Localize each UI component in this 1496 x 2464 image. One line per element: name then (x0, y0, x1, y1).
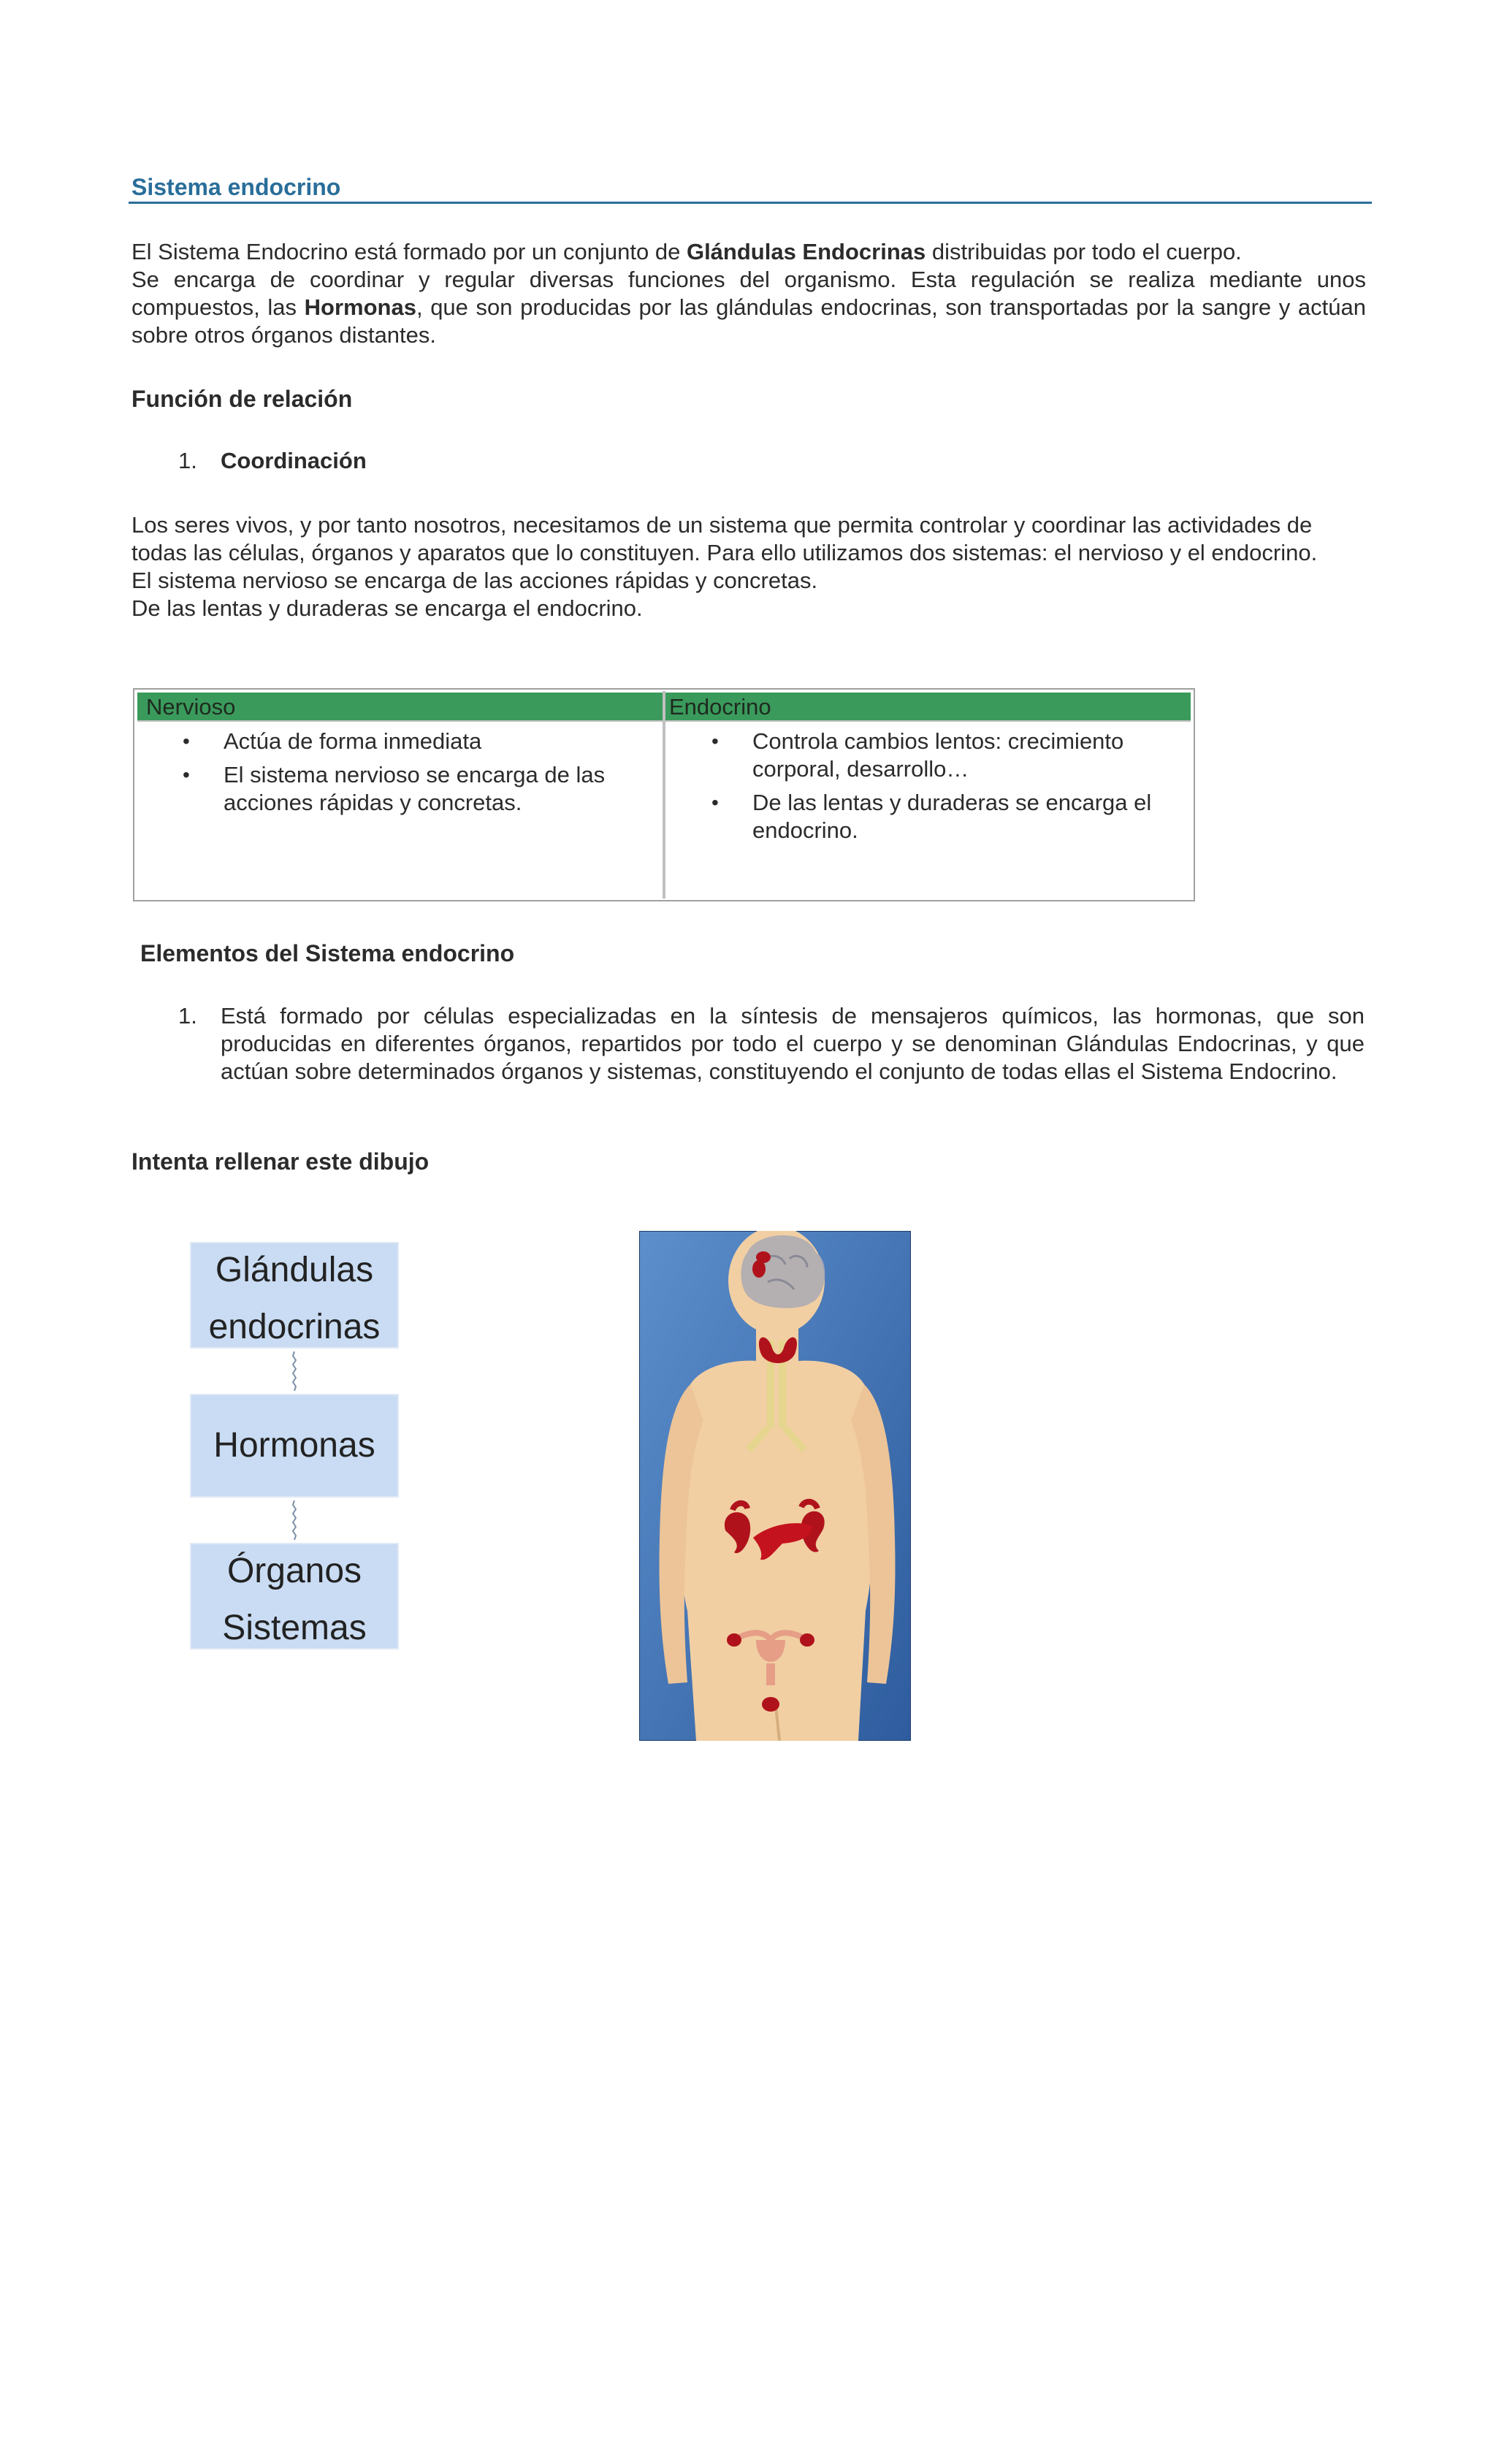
intro-paragraph (131, 238, 1366, 349)
list-item: • El sistema nervioso se encarga de las acciones rápidas y concretas. (178, 761, 631, 817)
table-column-divider (663, 691, 665, 899)
list-item: • Controla cambios lentos: crecimiento corporal, desarrollo… (707, 728, 1175, 783)
flow-box-organos-line1: Órganos (226, 1552, 362, 1590)
nervioso-list (178, 728, 631, 817)
coordinacion-paragraph (131, 511, 1329, 622)
intro-sentence-2-end: , que son producidas por las glándulas endocrinas, son transportadas por la sangre y actúan sobre otros órganos distantes. (131, 294, 1366, 348)
flow-box-glandulas-line2: endocrinas (208, 1308, 381, 1346)
flow-connector-1 (292, 1351, 297, 1391)
list-item: • Actúa de forma inmediata (178, 728, 631, 755)
coordinacion-text-2: El sistema nervioso se encarga de las acciones rápidas y concretas. (131, 568, 818, 593)
intro-sentence-2: Se encarga de coordinar y regular diversas funciones del organismo. Esta regulación se realiza mediante unos compuestos, las (131, 267, 1366, 320)
flow-box-organos-line2: Sistemas (222, 1609, 367, 1647)
intro-sentence-1-end: distribuidas por todo el cuerpo. (926, 239, 1242, 264)
numbered-item-coordinacion (178, 447, 470, 476)
item-label: Coordinación (221, 448, 367, 473)
item-number: 1. (178, 448, 197, 473)
flow-box-glandulas-line1: Glándulas (215, 1251, 374, 1289)
elementos-text: Está formado por células especializadas en la síntesis de mensajeros químicos, las hormonas, que son producidas en diferentes órganos, repartidos por todo el cuerpo y se denominan Glándulas Endocrinas, y que actúan sobre determinados órganos y sistemas, constituyendo el conjunto de todas ellas el Sistema Endocrino. (221, 1003, 1365, 1084)
flow-box-glandulas (190, 1242, 399, 1349)
numbered-item-elementos (178, 1002, 1366, 1119)
item-number: 1. (178, 1003, 197, 1029)
section-heading-dibujo: Intenta rellenar este dibujo (131, 1148, 430, 1175)
coordinacion-text-3: De las lentas y duraderas se encarga el endocrino. (131, 595, 643, 621)
comparison-table (133, 688, 1195, 901)
section-heading-elementos: Elementos del Sistema endocrino (140, 940, 515, 966)
intro-bold-glandulas: Glándulas Endocrinas (686, 239, 926, 264)
endocrino-list (707, 728, 1175, 844)
list-item: • De las lentas y duraderas se encarga el endocrino. (707, 789, 1175, 844)
flow-box-organos (190, 1543, 399, 1649)
page-title: Sistema endocrino (131, 174, 341, 200)
endocrine-body-illustration (639, 1231, 911, 1741)
intro-bold-hormonas: Hormonas (304, 294, 416, 320)
table-header-endocrino: Endocrino (669, 694, 771, 720)
section-heading-relacion: Función de relación (131, 386, 353, 412)
flow-box-hormonas: Hormonas (190, 1394, 399, 1498)
flow-connector-2 (292, 1500, 297, 1540)
table-header-nervioso: Nervioso (146, 694, 236, 720)
intro-sentence-1: El Sistema Endocrino está formado por un conjunto de (131, 239, 687, 264)
title-underline (129, 202, 1372, 204)
coordinacion-text-1: Los seres vivos, y por tanto nosotros, necesitamos de un sistema que permita controlar y coordinar las actividades de todas las células, órganos y aparatos que lo constituyen. Para ello utilizamos dos sistemas: el nervioso y el endocrino. (131, 512, 1318, 565)
